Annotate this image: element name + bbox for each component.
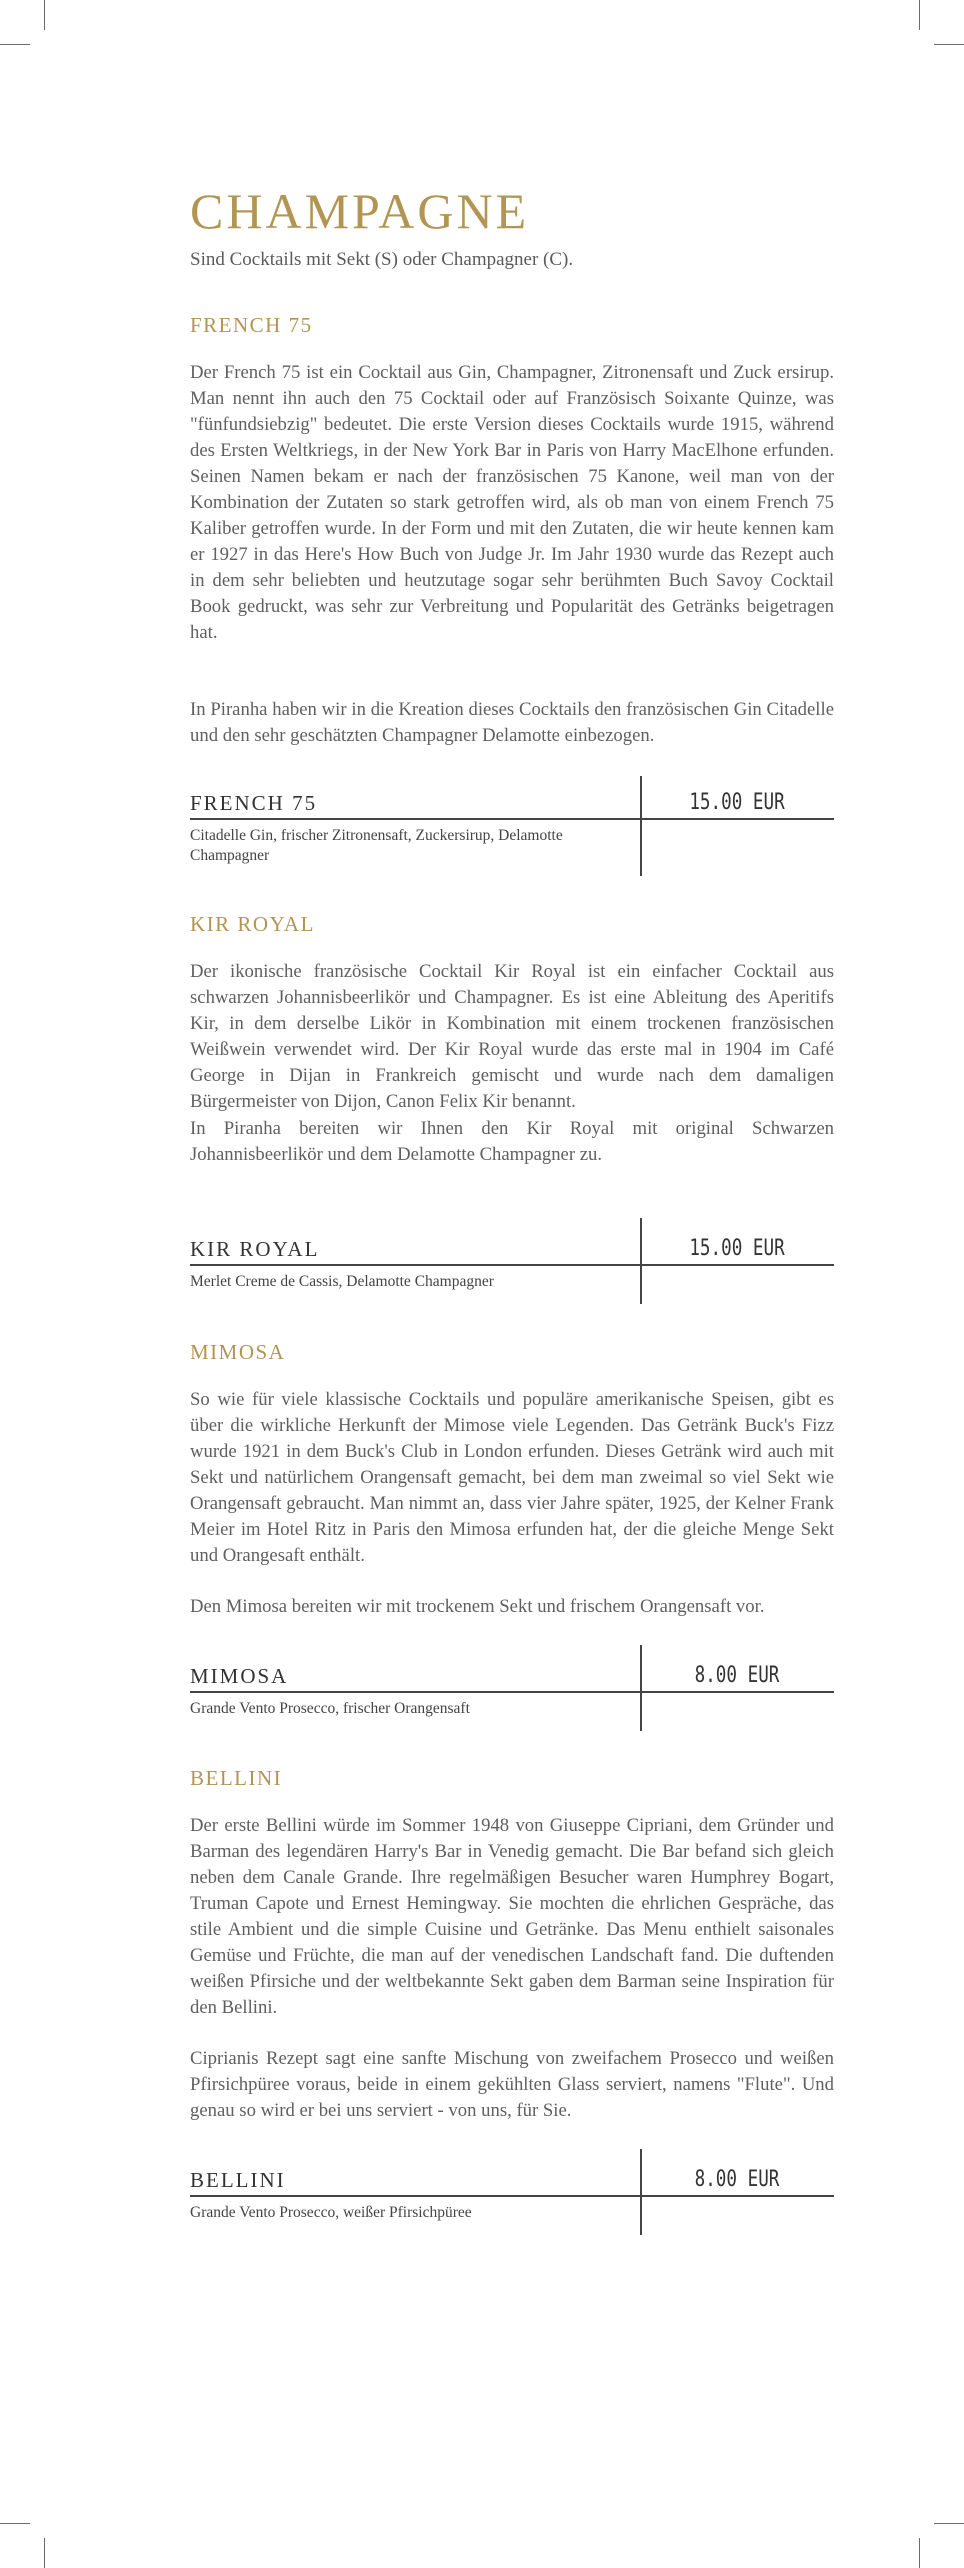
crop-mark <box>934 2523 964 2524</box>
product-description: Grande Vento Prosecco, weißer Pfirsichpüree <box>190 2204 472 2221</box>
crop-mark <box>0 44 30 45</box>
divider <box>190 1691 834 1693</box>
crop-mark <box>44 2538 45 2568</box>
product-price: 8.00 EUR <box>694 1663 780 1688</box>
divider <box>640 1645 642 1731</box>
section-paragraph: Den Mimosa bereiten wir mit trockenem Sekt und frischem Orangensaft vor. <box>190 1596 765 1617</box>
crop-mark <box>0 2523 30 2524</box>
product-price: 8.00 EUR <box>694 2167 780 2192</box>
product-price: 15.00 EUR <box>689 790 785 815</box>
section-heading-french75: FRENCH 75 <box>190 313 313 337</box>
section-heading-bellini: BELLINI <box>190 1766 283 1790</box>
section-paragraph: So wie für viele klassische Cocktails und populäre amerikanische Speisen, gibt es über die wirkliche Herkunft der Mimose viele Legenden. Das Getränk Buck's Fizz wurde 1921 in dem Buck's Club in London erfunden. Dieses Getränk wird auch mit Sekt und natürlichem Orangensaft gemacht, bei dem man zweimal so viel Sekt wie Orangensaft gebraucht. Man nimmt an, dass vier Jahre später, 1925, der Kelner Frank Meier im Hotel Ritz in Paris den Mimosa erfunden hat, der die gleiche Menge Sekt und Orangesaft enthält. <box>190 1389 834 1566</box>
product-french75 <box>190 776 834 876</box>
section-paragraph: Der French 75 ist ein Cocktail aus Gin, Champagner, Zitronensaft und Zuck ersirup. Man nennt ihn auch den 75 Cocktail oder auf Französisch Soixante Quinze, was "fünfundsiebzig" bedeutet. Die erste Version dieses Cocktails wurde 1915, während des Ersten Weltkriegs, in der New York Bar in Paris von Harry MacElhone erfunden. Seinen Namen bekam er nach der französischen 75 Kanone, weil man von der Kombination der Zutaten so stark getroffen wird, als ob man von einem French 75 Kaliber getroffen wurde. In der Form und mit den Zutaten, die wir heute kennen kam er 1927 in das Here's How Buch von Judge Jr. Im Jahr 1930 wurde das Rezept auch in dem sehr beliebten und heutzutage sogar sehr berühmten Buch Savoy Cocktail Book gedruckt, was sehr zur Verbreitung und Popularität des Getränks beigetragen hat. <box>190 362 834 643</box>
product-bellini <box>190 2149 834 2235</box>
product-description: Grande Vento Prosecco, frischer Orangensaft <box>190 1700 470 1717</box>
product-price: 15.00 EUR <box>689 1236 785 1261</box>
crop-mark <box>919 2538 920 2568</box>
section-heading-kir-royal: KIR ROYAL <box>190 912 315 936</box>
section-paragraph: Der erste Bellini würde im Sommer 1948 von Giuseppe Cipriani, dem Gründer und Barman des legendären Harry's Bar in Venedig gemacht. Die Bar befand sich gleich neben dem Canale Grande. Ihre regelmäßigen Besucher waren Humphrey Bogart, Truman Capote und Ernest Hemingway. Sie mochten die ehrlichen Gespräche, das stile Ambient und die simple Cuisine und Getränke. Das Menu enthielt saisonales Gemüse und Früchte, die man auf der venedischen Landschaft fand. Die duftenden weißen Pfirsiche und der weltbekannte Sekt gaben dem Barman seine Inspiration für den Bellini. <box>190 1815 834 2018</box>
divider <box>640 776 642 876</box>
product-name: BELLINI <box>190 2168 286 2192</box>
section-paragraph: Der ikonische französische Cocktail Kir Royal ist ein einfacher Cocktail aus schwarzen Johannisbeerlikör und Champagner. Es ist eine Ableitung des Aperitifs Kir, in dem derselbe Likör in Kombination mit einem trockenen französischen Weißwein verwendet wird. Der Kir Royal wurde das erste mal in 1904 im Café George in Dijan in Frankreich gemischt und wurde nach dem damaligen Bürgermeister von Dijon, Canon Felix Kir benannt. <box>190 961 834 1112</box>
crop-mark <box>44 0 45 30</box>
divider <box>190 2195 834 2197</box>
divider <box>190 818 834 820</box>
product-description: Merlet Creme de Cassis, Delamotte Champagner <box>190 1273 494 1290</box>
section-paragraph: In Piranha haben wir in die Kreation dieses Cocktails den französischen Gin Citadelle und den sehr geschätzten Champagner Delamotte einbezogen. <box>190 699 834 746</box>
page-title: CHAMPAGNE <box>190 183 530 239</box>
page-subtitle: Sind Cocktails mit Sekt (S) oder Champagner (C). <box>190 249 574 270</box>
section-heading-mimosa: MIMOSA <box>190 1340 286 1364</box>
section-paragraph: Ciprianis Rezept sagt eine sanfte Mischung von zweifachem Prosecco und weißen Pfirsichpüree voraus, beide in einem gekühlten Glass serviert, namens "Flute". Und genau so wird er bei uns serviert - von uns, für Sie. <box>190 2048 834 2121</box>
product-name: KIR ROYAL <box>190 1237 320 1261</box>
crop-mark <box>934 44 964 45</box>
divider <box>640 1218 642 1304</box>
product-name: MIMOSA <box>190 1664 289 1688</box>
product-description: Citadelle Gin, frischer Zitronensaft, Zuckersirup, Delamotte Champagner <box>190 827 563 864</box>
divider <box>190 1264 834 1266</box>
product-mimosa <box>190 1645 834 1731</box>
product-name: FRENCH 75 <box>190 791 318 815</box>
section-paragraph: In Piranha bereiten wir Ihnen den Kir Royal mit original Schwarzen Johannisbeerlikör und dem Delamotte Champagner zu. <box>190 1118 834 1165</box>
product-kir-royal <box>190 1218 834 1304</box>
divider <box>640 2149 642 2235</box>
crop-mark <box>919 0 920 30</box>
